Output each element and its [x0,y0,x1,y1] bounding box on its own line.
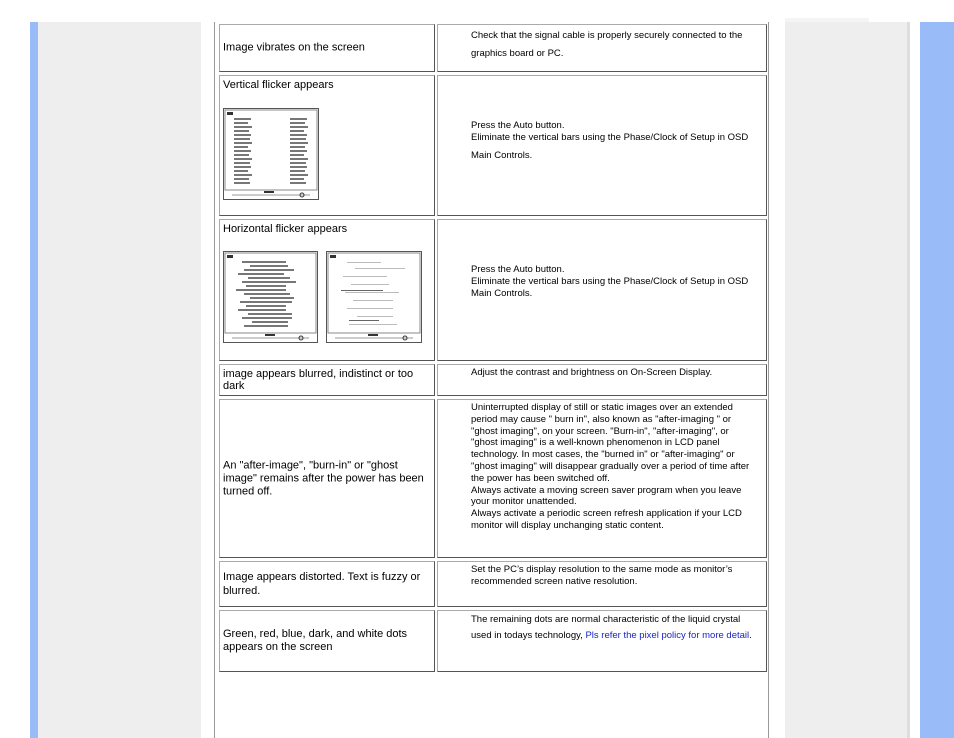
solution-cell [437,24,767,72]
pixel-policy-link[interactable]: Pls refer the pixel policy for more detail [585,630,750,641]
solution-cell [437,364,767,396]
solution-text: Check that the signal cable is properly securely connected to the graphics board or PC. [471,30,743,59]
solution-cell [437,561,767,607]
problem-text: image appears blurred, indistinct or too dark [223,368,414,392]
content-right-border [768,22,769,738]
left-side-panel [38,22,201,738]
horizontal-flicker-screen-icon [223,251,318,343]
table-row [219,219,767,361]
table-row [219,364,767,396]
right-divider [907,22,910,738]
table-row [219,561,767,607]
solution-cell [437,75,767,216]
solution-line: Always activate a periodic screen refresh application if your LCD monitor will display unchanging static content. [471,508,742,531]
problem-text: Vertical flicker appears [223,79,334,91]
solution-line: Press the Auto button. [471,264,565,275]
solution-cell [437,219,767,361]
problem-cell [219,610,435,672]
solution-cell [437,610,767,672]
solution-cell [437,399,767,558]
right-accent-bar [920,22,954,738]
content-left-border [214,22,215,738]
table-row [219,24,767,72]
solution-line: Uninterrupted display of still or static images over an extended period may cause " burn in", also known as "after-imaging " or "ghost imaging", on your screen. "Burn-in", "after-imaging", or "ghost imaging" is a well-known phenomenon in LCD panel technology. In most cases, the "burned in" or "after-imaging" or "ghost imaging" will disappear gradually over a period of time after the power has been switched off. [471,402,750,484]
solution-line: Eliminate the vertical bars using the Phase/Clock of Setup in OSD Main Controls. [471,132,749,161]
vertical-flicker-screen-icon [223,108,319,200]
problem-text: Horizontal flicker appears [223,223,348,235]
solution-line: Eliminate the vertical bars using the Phase/Clock of Setup in OSD Main Controls. [471,276,749,299]
solution-text-end: . [749,630,752,641]
problem-cell [219,75,435,216]
solution-line: Always activate a moving screen saver program when you leave your monitor unattended. [471,484,742,508]
horizontal-flicker-screen-icon [326,251,422,343]
table-row [219,75,767,216]
problem-cell [219,219,435,361]
problem-cell [219,24,435,72]
solution-text: The remaining dots are normal characteristic of the liquid crystal used in todays technology, [471,614,741,641]
problem-cell [219,399,435,558]
solution-text: Adjust the contrast and brightness on On-Screen Display. [471,367,713,378]
problem-text: Image appears distorted. Text is fuzzy or blurred. [223,571,421,597]
problem-cell [219,364,435,396]
solution-text: Set the PC’s display resolution to the same mode as monitor’s recommended screen native resolution. [471,564,733,587]
table-row [219,399,767,558]
table-row [219,610,767,672]
solution-line: Press the Auto button. [471,120,565,131]
problem-text: Green, red, blue, dark, and white dots appears on the screen [223,628,408,653]
problem-text: An "after-image", "burn-in" or "ghost image" remains after the power has been turned off. [223,459,424,497]
problem-text: Image vibrates on the screen [223,41,365,54]
right-side-panel [785,22,907,738]
problem-cell [219,561,435,607]
left-accent-bar [30,22,38,738]
